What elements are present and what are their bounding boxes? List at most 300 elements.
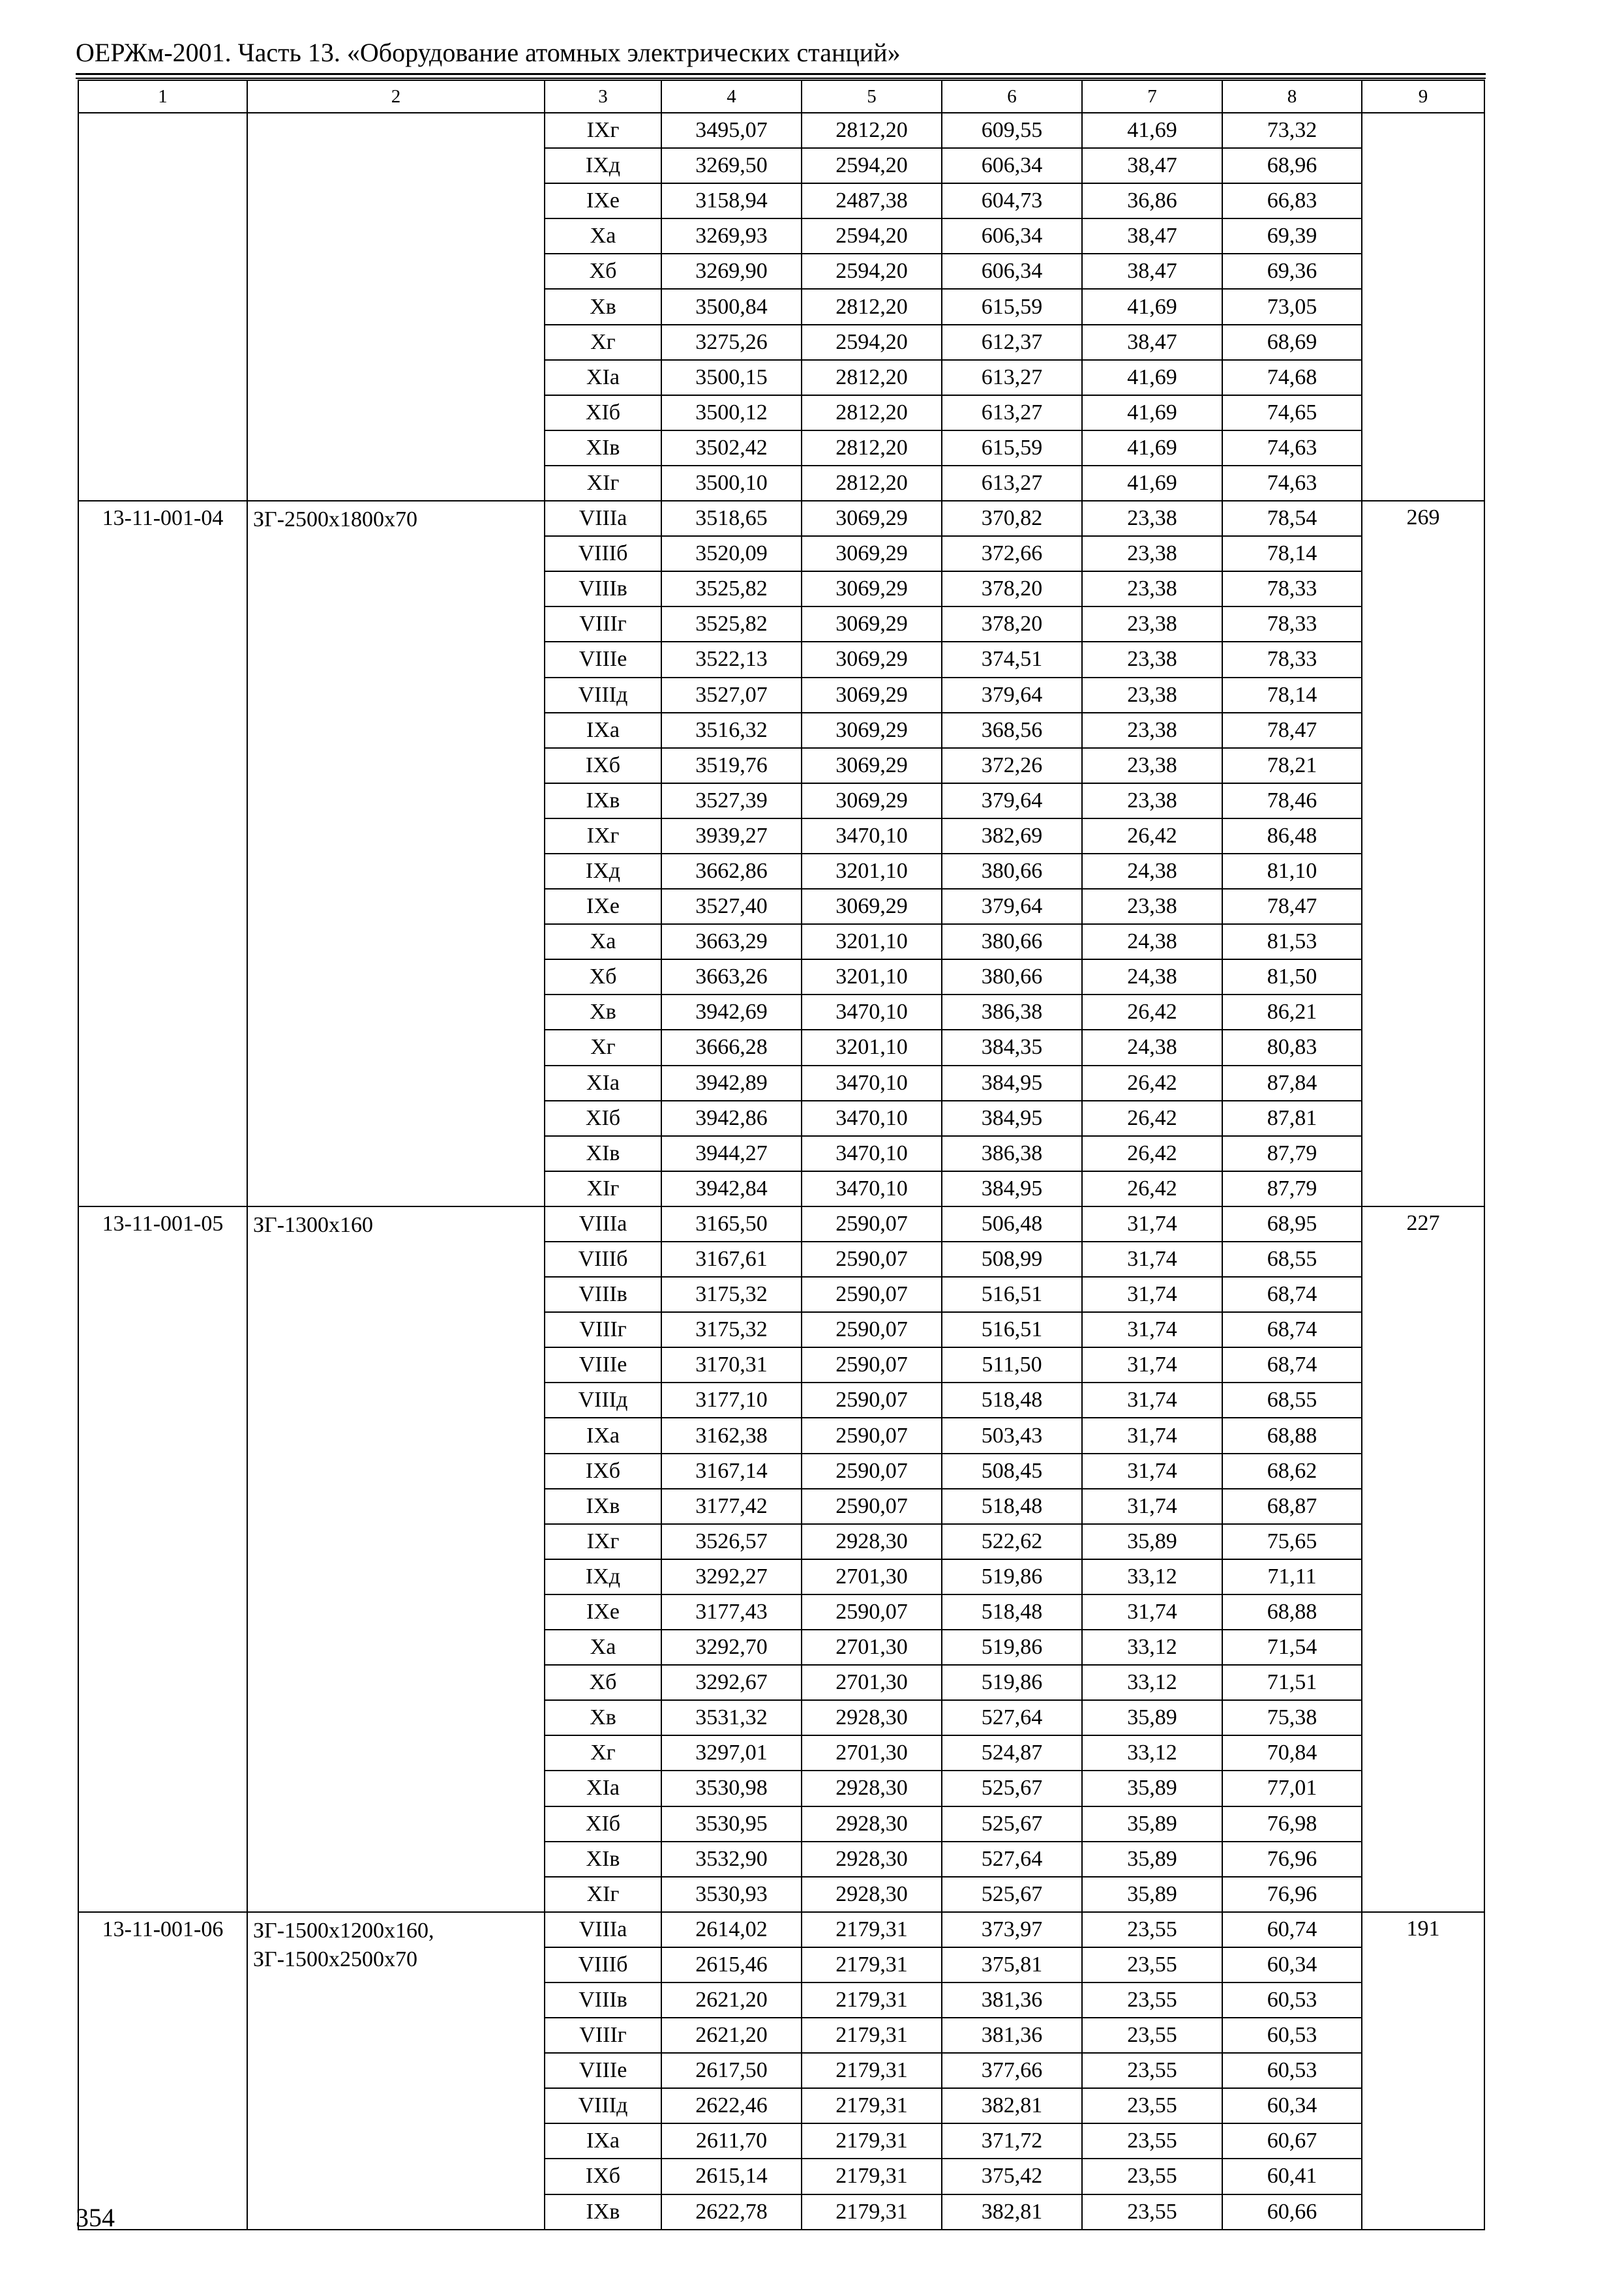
labor-cell: 60,66 [1222,2194,1362,2230]
wages-cell: 3201,10 [802,959,942,995]
machine-cost-cell: 374,51 [942,642,1082,677]
subgroup-cell: VIIIв [545,1277,661,1312]
subgroup-cell: XIб [545,395,661,430]
subgroup-cell: VIIIб [545,1947,661,1982]
machine-wages-cell: 23,55 [1082,2018,1222,2053]
total-cost-cell: 3292,70 [661,1630,802,1665]
machine-cost-cell: 378,20 [942,606,1082,642]
subgroup-cell: IXе [545,1594,661,1630]
machine-cost-cell: 516,51 [942,1312,1082,1347]
subgroup-cell: VIIIд [545,2088,661,2123]
machine-cost-cell: 379,64 [942,678,1082,713]
labor-cell: 74,63 [1222,466,1362,501]
table-row [78,113,1484,148]
wages-cell: 2594,20 [802,218,942,254]
subgroup-cell: Xв [545,995,661,1030]
labor-cell: 69,36 [1222,254,1362,289]
wages-cell: 2701,30 [802,1559,942,1594]
total-cost-cell: 3292,27 [661,1559,802,1594]
machine-cost-cell: 380,66 [942,959,1082,995]
column-number: 4 [661,80,802,113]
labor-cell: 60,53 [1222,2053,1362,2088]
machine-cost-cell: 606,34 [942,218,1082,254]
total-cost-cell: 3269,90 [661,254,802,289]
wages-cell: 2179,31 [802,2194,942,2230]
total-cost-cell: 3177,42 [661,1489,802,1524]
header-rule-thick [76,73,1486,75]
machine-wages-cell: 23,55 [1082,1912,1222,1947]
rate-code-cell: 13-11-001-05 [78,1206,247,1912]
weight-cell: 227 [1362,1206,1484,1912]
machine-wages-cell: 23,38 [1082,642,1222,677]
subgroup-cell: IXв [545,2194,661,2230]
total-cost-cell: 3516,32 [661,713,802,748]
wages-cell: 3069,29 [802,783,942,818]
equipment-name-cell: ЗГ-2500х1800х70 [247,501,545,1206]
machine-wages-cell: 35,89 [1082,1877,1222,1912]
machine-wages-cell: 24,38 [1082,854,1222,889]
labor-cell: 68,95 [1222,1206,1362,1242]
machine-wages-cell: 41,69 [1082,395,1222,430]
wages-cell: 2590,07 [802,1206,942,1242]
wages-cell: 2812,20 [802,113,942,148]
machine-wages-cell: 33,12 [1082,1665,1222,1700]
labor-cell: 68,87 [1222,1489,1362,1524]
machine-cost-cell: 380,66 [942,924,1082,959]
machine-cost-cell: 613,27 [942,466,1082,501]
total-cost-cell: 3942,84 [661,1171,802,1206]
wages-cell: 3470,10 [802,1066,942,1101]
labor-cell: 71,54 [1222,1630,1362,1665]
total-cost-cell: 2615,46 [661,1947,802,1982]
machine-wages-cell: 31,74 [1082,1383,1222,1418]
total-cost-cell: 3292,67 [661,1665,802,1700]
labor-cell: 78,21 [1222,748,1362,783]
wages-cell: 2928,30 [802,1700,942,1735]
machine-cost-cell: 370,82 [942,501,1082,536]
wages-cell: 3069,29 [802,536,942,571]
wages-cell: 3470,10 [802,995,942,1030]
machine-wages-cell: 38,47 [1082,325,1222,360]
wages-cell: 2179,31 [802,2088,942,2123]
total-cost-cell: 3500,15 [661,360,802,395]
total-cost-cell: 3495,07 [661,113,802,148]
labor-cell: 68,74 [1222,1347,1362,1383]
machine-wages-cell: 38,47 [1082,254,1222,289]
machine-wages-cell: 23,38 [1082,748,1222,783]
total-cost-cell: 3500,12 [661,395,802,430]
wages-cell: 2179,31 [802,2123,942,2159]
column-number: 2 [247,80,545,113]
machine-wages-cell: 23,38 [1082,713,1222,748]
wages-cell: 3069,29 [802,606,942,642]
labor-cell: 68,69 [1222,325,1362,360]
machine-cost-cell: 606,34 [942,254,1082,289]
machine-wages-cell: 23,55 [1082,2088,1222,2123]
total-cost-cell: 3530,95 [661,1806,802,1842]
total-cost-cell: 3527,40 [661,889,802,924]
subgroup-cell: VIIIг [545,606,661,642]
subgroup-cell: IXд [545,1559,661,1594]
equipment-name-cell [247,113,545,501]
machine-wages-cell: 23,55 [1082,2053,1222,2088]
total-cost-cell: 2614,02 [661,1912,802,1947]
subgroup-cell: Xб [545,1665,661,1700]
machine-cost-cell: 527,64 [942,1700,1082,1735]
machine-wages-cell: 38,47 [1082,218,1222,254]
total-cost-cell: 3942,86 [661,1101,802,1136]
machine-cost-cell: 612,37 [942,325,1082,360]
total-cost-cell: 3500,10 [661,466,802,501]
total-cost-cell: 2621,20 [661,1982,802,2018]
machine-cost-cell: 382,81 [942,2194,1082,2230]
machine-wages-cell: 26,42 [1082,1171,1222,1206]
wages-cell: 2928,30 [802,1524,942,1559]
total-cost-cell: 3162,38 [661,1418,802,1453]
wages-cell: 3069,29 [802,501,942,536]
machine-cost-cell: 519,86 [942,1630,1082,1665]
wages-cell: 3470,10 [802,1136,942,1171]
wages-cell: 2812,20 [802,289,942,324]
subgroup-cell: IXг [545,113,661,148]
total-cost-cell: 3500,84 [661,289,802,324]
machine-wages-cell: 38,47 [1082,148,1222,183]
wages-cell: 2590,07 [802,1418,942,1453]
machine-wages-cell: 23,55 [1082,2123,1222,2159]
total-cost-cell: 2621,20 [661,2018,802,2053]
wages-cell: 2812,20 [802,360,942,395]
machine-cost-cell: 525,67 [942,1877,1082,1912]
machine-cost-cell: 519,86 [942,1559,1082,1594]
subgroup-cell: XIб [545,1806,661,1842]
total-cost-cell: 3530,98 [661,1771,802,1806]
wages-cell: 3069,29 [802,571,942,606]
table-row [78,501,1484,536]
machine-cost-cell: 615,59 [942,430,1082,466]
machine-cost-cell: 522,62 [942,1524,1082,1559]
labor-cell: 60,67 [1222,2123,1362,2159]
total-cost-cell: 3526,57 [661,1524,802,1559]
machine-cost-cell: 518,48 [942,1489,1082,1524]
machine-wages-cell: 26,42 [1082,1101,1222,1136]
machine-wages-cell: 31,74 [1082,1454,1222,1489]
labor-cell: 77,01 [1222,1771,1362,1806]
subgroup-cell: Xа [545,218,661,254]
total-cost-cell: 3522,13 [661,642,802,677]
labor-cell: 76,98 [1222,1806,1362,1842]
subgroup-cell: Xа [545,1630,661,1665]
machine-wages-cell: 41,69 [1082,430,1222,466]
machine-cost-cell: 613,27 [942,395,1082,430]
total-cost-cell: 3663,26 [661,959,802,995]
subgroup-cell: VIIIа [545,1912,661,1947]
total-cost-cell: 3167,61 [661,1242,802,1277]
labor-cell: 75,65 [1222,1524,1362,1559]
subgroup-cell: XIв [545,1136,661,1171]
labor-cell: 78,33 [1222,571,1362,606]
rate-code-cell: 13-11-001-06 [78,1912,247,2230]
machine-wages-cell: 26,42 [1082,995,1222,1030]
wages-cell: 2590,07 [802,1383,942,1418]
wages-cell: 2928,30 [802,1806,942,1842]
machine-cost-cell: 373,97 [942,1912,1082,1947]
machine-cost-cell: 375,42 [942,2159,1082,2194]
labor-cell: 70,84 [1222,1735,1362,1771]
machine-cost-cell: 371,72 [942,2123,1082,2159]
subgroup-cell: VIIIг [545,2018,661,2053]
wages-cell: 2594,20 [802,148,942,183]
subgroup-cell: XIв [545,430,661,466]
machine-cost-cell: 379,64 [942,889,1082,924]
wages-cell: 3069,29 [802,748,942,783]
labor-cell: 78,33 [1222,606,1362,642]
total-cost-cell: 3165,50 [661,1206,802,1242]
labor-cell: 80,83 [1222,1030,1362,1065]
machine-cost-cell: 524,87 [942,1735,1082,1771]
wages-cell: 3201,10 [802,924,942,959]
column-number: 9 [1362,80,1484,113]
wages-cell: 3470,10 [802,818,942,854]
wages-cell: 2594,20 [802,325,942,360]
rate-code-cell [78,113,247,501]
labor-cell: 60,41 [1222,2159,1362,2194]
machine-wages-cell: 31,74 [1082,1206,1222,1242]
wages-cell: 3069,29 [802,713,942,748]
subgroup-cell: IXв [545,1489,661,1524]
machine-wages-cell: 23,38 [1082,501,1222,536]
subgroup-cell: VIIIа [545,501,661,536]
labor-cell: 75,38 [1222,1700,1362,1735]
labor-cell: 81,53 [1222,924,1362,959]
machine-wages-cell: 31,74 [1082,1347,1222,1383]
labor-cell: 60,53 [1222,1982,1362,2018]
subgroup-cell: XIг [545,466,661,501]
labor-cell: 68,74 [1222,1277,1362,1312]
labor-cell: 78,14 [1222,678,1362,713]
machine-cost-cell: 384,95 [942,1066,1082,1101]
labor-cell: 71,11 [1222,1559,1362,1594]
machine-cost-cell: 527,64 [942,1842,1082,1877]
wages-cell: 2701,30 [802,1665,942,1700]
machine-cost-cell: 368,56 [942,713,1082,748]
labor-cell: 87,79 [1222,1171,1362,1206]
wages-cell: 2179,31 [802,1947,942,1982]
wages-cell: 2179,31 [802,1982,942,2018]
column-number: 3 [545,80,661,113]
total-cost-cell: 3663,29 [661,924,802,959]
total-cost-cell: 3939,27 [661,818,802,854]
subgroup-cell: VIIIв [545,1982,661,2018]
wages-cell: 3470,10 [802,1101,942,1136]
labor-cell: 86,48 [1222,818,1362,854]
total-cost-cell: 3525,82 [661,606,802,642]
machine-wages-cell: 41,69 [1082,360,1222,395]
subgroup-cell: IXв [545,783,661,818]
total-cost-cell: 2617,50 [661,2053,802,2088]
column-number: 7 [1082,80,1222,113]
column-number-row [78,80,1484,113]
total-cost-cell: 3519,76 [661,748,802,783]
column-number: 5 [802,80,942,113]
labor-cell: 68,88 [1222,1594,1362,1630]
machine-wages-cell: 35,89 [1082,1771,1222,1806]
equipment-name-cell: ЗГ-1300х160 [247,1206,545,1912]
labor-cell: 86,21 [1222,995,1362,1030]
machine-wages-cell: 23,38 [1082,571,1222,606]
machine-cost-cell: 508,45 [942,1454,1082,1489]
total-cost-cell: 3158,94 [661,183,802,218]
machine-wages-cell: 35,89 [1082,1842,1222,1877]
machine-wages-cell: 24,38 [1082,959,1222,995]
labor-cell: 87,81 [1222,1101,1362,1136]
labor-cell: 60,34 [1222,2088,1362,2123]
machine-cost-cell: 503,43 [942,1418,1082,1453]
machine-wages-cell: 23,38 [1082,536,1222,571]
total-cost-cell: 3177,10 [661,1383,802,1418]
machine-wages-cell: 31,74 [1082,1277,1222,1312]
machine-cost-cell: 609,55 [942,113,1082,148]
labor-cell: 68,96 [1222,148,1362,183]
machine-wages-cell: 35,89 [1082,1700,1222,1735]
machine-cost-cell: 525,67 [942,1806,1082,1842]
machine-cost-cell: 382,81 [942,2088,1082,2123]
machine-wages-cell: 23,38 [1082,606,1222,642]
machine-cost-cell: 386,38 [942,1136,1082,1171]
machine-wages-cell: 24,38 [1082,1030,1222,1065]
subgroup-cell: Xа [545,924,661,959]
machine-wages-cell: 23,38 [1082,889,1222,924]
total-cost-cell: 2622,78 [661,2194,802,2230]
subgroup-cell: IXе [545,889,661,924]
machine-wages-cell: 31,74 [1082,1312,1222,1347]
wages-cell: 2812,20 [802,466,942,501]
subgroup-cell: XIб [545,1101,661,1136]
labor-cell: 78,14 [1222,536,1362,571]
total-cost-cell: 3297,01 [661,1735,802,1771]
total-cost-cell: 3527,39 [661,783,802,818]
machine-cost-cell: 615,59 [942,289,1082,324]
labor-cell: 78,47 [1222,713,1362,748]
machine-wages-cell: 23,55 [1082,2194,1222,2230]
machine-wages-cell: 31,74 [1082,1489,1222,1524]
column-number: 1 [78,80,247,113]
labor-cell: 60,74 [1222,1912,1362,1947]
machine-wages-cell: 23,55 [1082,1947,1222,1982]
machine-cost-cell: 384,95 [942,1101,1082,1136]
subgroup-cell: IXб [545,748,661,783]
subgroup-cell: Xв [545,1700,661,1735]
machine-wages-cell: 23,55 [1082,1982,1222,2018]
subgroup-cell: IXа [545,1418,661,1453]
machine-cost-cell: 381,36 [942,1982,1082,2018]
subgroup-cell: VIIIб [545,536,661,571]
wages-cell: 2590,07 [802,1489,942,1524]
machine-wages-cell: 33,12 [1082,1735,1222,1771]
wages-cell: 2179,31 [802,1912,942,1947]
subgroup-cell: Xг [545,1735,661,1771]
wages-cell: 2179,31 [802,2018,942,2053]
total-cost-cell: 3942,69 [661,995,802,1030]
machine-wages-cell: 41,69 [1082,466,1222,501]
labor-cell: 81,50 [1222,959,1362,995]
labor-cell: 74,65 [1222,395,1362,430]
machine-wages-cell: 24,38 [1082,924,1222,959]
wages-cell: 2179,31 [802,2053,942,2088]
machine-cost-cell: 384,95 [942,1171,1082,1206]
labor-cell: 68,55 [1222,1242,1362,1277]
wages-cell: 2594,20 [802,254,942,289]
wages-cell: 2812,20 [802,430,942,466]
machine-wages-cell: 35,89 [1082,1806,1222,1842]
wages-cell: 3470,10 [802,1171,942,1206]
machine-wages-cell: 31,74 [1082,1242,1222,1277]
subgroup-cell: IXг [545,1524,661,1559]
wages-cell: 2590,07 [802,1312,942,1347]
subgroup-cell: VIIIд [545,1383,661,1418]
total-cost-cell: 3531,32 [661,1700,802,1735]
subgroup-cell: IXб [545,1454,661,1489]
labor-cell: 78,54 [1222,501,1362,536]
labor-cell: 73,05 [1222,289,1362,324]
machine-cost-cell: 606,34 [942,148,1082,183]
total-cost-cell: 3520,09 [661,536,802,571]
machine-cost-cell: 613,27 [942,360,1082,395]
labor-cell: 68,74 [1222,1312,1362,1347]
machine-cost-cell: 384,35 [942,1030,1082,1065]
labor-cell: 81,10 [1222,854,1362,889]
machine-cost-cell: 372,66 [942,536,1082,571]
wages-cell: 2812,20 [802,395,942,430]
machine-wages-cell: 26,42 [1082,1066,1222,1101]
machine-wages-cell: 35,89 [1082,1524,1222,1559]
labor-cell: 78,47 [1222,889,1362,924]
total-cost-cell: 3525,82 [661,571,802,606]
wages-cell: 2487,38 [802,183,942,218]
machine-cost-cell: 381,36 [942,2018,1082,2053]
wages-cell: 2590,07 [802,1347,942,1383]
labor-cell: 68,55 [1222,1383,1362,1418]
subgroup-cell: XIг [545,1877,661,1912]
total-cost-cell: 3662,86 [661,854,802,889]
weight-cell: 191 [1362,1912,1484,2230]
labor-cell: 74,63 [1222,430,1362,466]
total-cost-cell: 3170,31 [661,1347,802,1383]
labor-cell: 69,39 [1222,218,1362,254]
machine-wages-cell: 26,42 [1082,818,1222,854]
total-cost-cell: 3527,07 [661,678,802,713]
labor-cell: 74,68 [1222,360,1362,395]
table-row [78,1206,1484,1242]
machine-wages-cell: 31,74 [1082,1418,1222,1453]
machine-cost-cell: 375,81 [942,1947,1082,1982]
column-number: 6 [942,80,1082,113]
machine-wages-cell: 33,12 [1082,1630,1222,1665]
subgroup-cell: VIIIе [545,1347,661,1383]
machine-cost-cell: 379,64 [942,783,1082,818]
labor-cell: 66,83 [1222,183,1362,218]
column-number: 8 [1222,80,1362,113]
weight-cell: 269 [1362,501,1484,1206]
subgroup-cell: VIIIд [545,678,661,713]
machine-wages-cell: 23,38 [1082,783,1222,818]
wages-cell: 2179,31 [802,2159,942,2194]
weight-cell [1362,113,1484,501]
subgroup-cell: VIIIа [545,1206,661,1242]
machine-cost-cell: 377,66 [942,2053,1082,2088]
labor-cell: 87,79 [1222,1136,1362,1171]
labor-cell: 76,96 [1222,1877,1362,1912]
total-cost-cell: 3502,42 [661,430,802,466]
